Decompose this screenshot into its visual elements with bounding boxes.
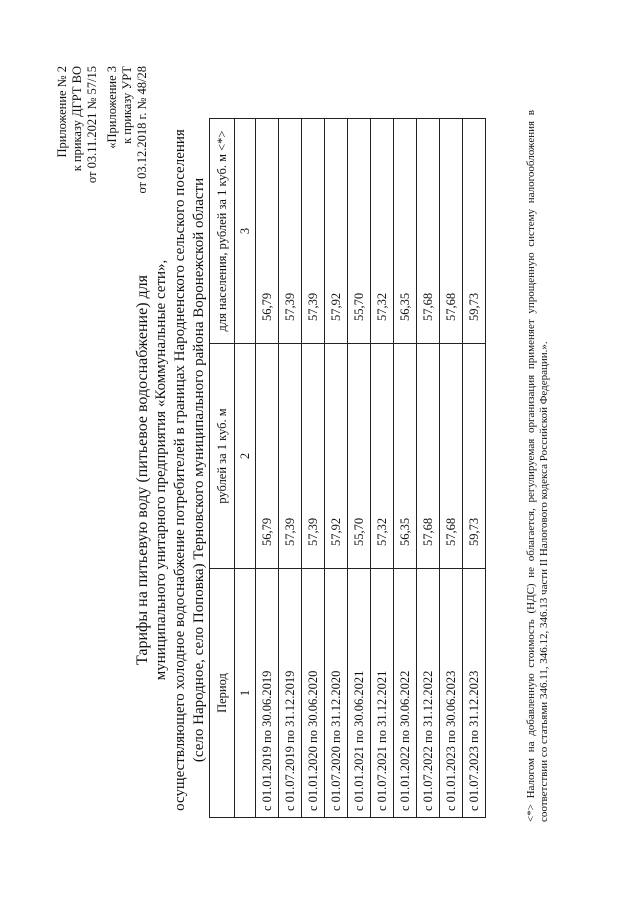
rub-value-cell: 57,32 (371, 344, 394, 569)
attachment-header-current (55, 66, 100, 183)
document-page (55, 60, 575, 880)
table-row (325, 119, 348, 818)
footnote: <*> Налогом на добавленную стоимость (НДС) не облагается, регулируемая организация применяет упрощенную систему налогообложения в соответствии со статьями 346.11, 346.12, 346.13 части II Налогового кодекса Российской Федерации.». (525, 110, 550, 822)
title-line: Тарифы на питьевую воду (питьевое водоснабжение) для (134, 274, 151, 666)
table-header-row (210, 119, 235, 818)
rub-value-cell: 55,70 (348, 344, 371, 569)
period-cell: с 01.01.2019 по 30.06.2019 (256, 569, 279, 818)
population-value-cell: 57,92 (325, 119, 348, 344)
period-cell: с 01.01.2023 по 30.06.2023 (440, 569, 463, 818)
title-line: осуществляющего холодное водоснабжение потребителей в границах Народненского сельского поселения (172, 129, 188, 811)
table-row (394, 119, 417, 818)
column-index: 3 (235, 119, 256, 344)
period-cell: с 01.07.2023 по 31.12.2023 (463, 569, 486, 818)
population-value-cell: 57,68 (417, 119, 440, 344)
population-value-cell: 59,73 (463, 119, 486, 344)
column-index: 1 (235, 569, 256, 818)
rub-value-cell: 56,79 (256, 344, 279, 569)
period-cell: с 01.01.2021 по 30.06.2021 (348, 569, 371, 818)
population-value-cell: 56,79 (256, 119, 279, 344)
period-cell: с 01.07.2021 по 31.12.2021 (371, 569, 394, 818)
title-line: (село Народное, село Поповка) Терновского муниципального района Воронежской области (191, 177, 207, 763)
attachment-number: «Приложение 3 (105, 66, 119, 149)
table-row (279, 119, 302, 818)
rub-value-cell: 57,39 (279, 344, 302, 569)
population-value-cell: 55,70 (348, 119, 371, 344)
table-row (348, 119, 371, 818)
attachment-date: от 03.12.2018 г. № 48/28 (135, 66, 149, 194)
population-value-cell: 57,32 (371, 119, 394, 344)
attachment-order: к приказу ДГРТ ВО (70, 66, 84, 172)
table-row (256, 119, 279, 818)
tariff-table (209, 118, 486, 818)
population-value-cell: 57,39 (302, 119, 325, 344)
table-index-row (235, 119, 256, 818)
attachment-date: от 03.11.2021 № 57/15 (85, 66, 99, 184)
population-value-cell: 56,35 (394, 119, 417, 344)
rub-value-cell: 57,39 (302, 344, 325, 569)
column-header-period: Период (210, 569, 235, 818)
table-row (440, 119, 463, 818)
table-body (256, 119, 486, 818)
rub-value-cell: 57,68 (440, 344, 463, 569)
document-title (133, 60, 209, 880)
period-cell: с 01.01.2022 по 30.06.2022 (394, 569, 417, 818)
period-cell: с 01.07.2022 по 31.12.2022 (417, 569, 440, 818)
column-index: 2 (235, 344, 256, 569)
table-row (417, 119, 440, 818)
attachment-number: Приложение № 2 (55, 66, 69, 158)
title-line: муниципального унитарного предприятия «Коммунальные сети», (153, 259, 169, 681)
period-cell: с 01.01.2020 по 30.06.2020 (302, 569, 325, 818)
rub-value-cell: 59,73 (463, 344, 486, 569)
attachment-order: к приказу УРТ (120, 66, 134, 144)
rub-value-cell: 57,92 (325, 344, 348, 569)
column-header-population: для населения, рублей за 1 куб. м <*> (210, 119, 235, 344)
table-row (302, 119, 325, 818)
period-cell: с 01.07.2020 по 31.12.2020 (325, 569, 348, 818)
population-value-cell: 57,39 (279, 119, 302, 344)
rub-value-cell: 56,35 (394, 344, 417, 569)
period-cell: с 01.07.2019 по 31.12.2019 (279, 569, 302, 818)
table-row (463, 119, 486, 818)
table-row (371, 119, 394, 818)
rub-value-cell: 57,68 (417, 344, 440, 569)
column-header-rub: рублей за 1 куб. м (210, 344, 235, 569)
population-value-cell: 57,68 (440, 119, 463, 344)
